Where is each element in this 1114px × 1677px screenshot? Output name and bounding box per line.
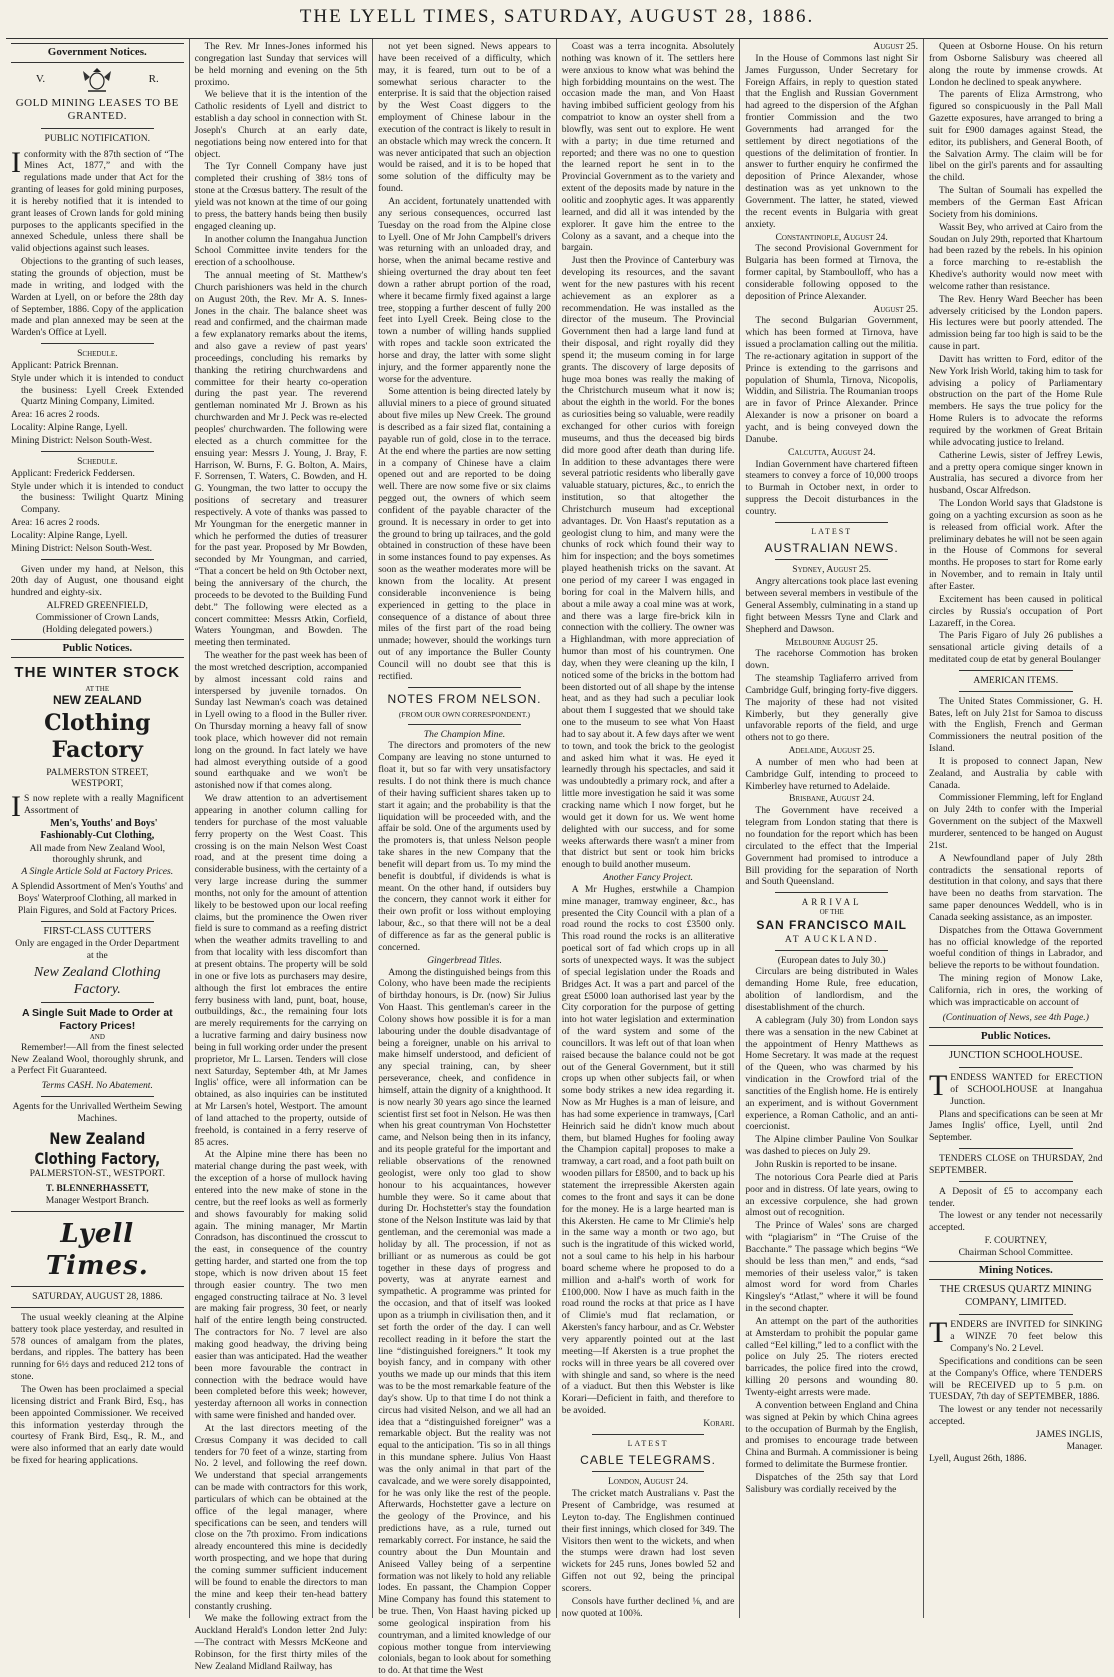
dateline: Melbourne August 25. (745, 637, 918, 649)
european-dates: (European dates to July 30.) (745, 955, 918, 967)
paragraph: We make the following extract from the Auckland Herald's London letter 2nd July:—The contract with Messrs McKeone and Robinson, for the first thirty miles of the New Zealand Midland Railway, has (195, 1613, 368, 1672)
paragraph: Dispatches of the 25th say that Lord Salisbury was cordially received by the (745, 1472, 918, 1496)
paragraph: The notorious Cora Pearle died at Paris poor and in distress. Of late years, owing to an excessive corpulence, she had grown almost out of recognition. (745, 1172, 918, 1219)
correspondent: (FROM OUR OWN CORRESPONDENT.) (378, 710, 551, 719)
schedule-title: Schedule. (11, 456, 184, 468)
latest-label: LATEST (562, 1439, 735, 1449)
paragraph: Wassit Bey, who arrived at Cairo from the Soudan on July 29th, reported that Khartoum had been razed by the rebels. In his opinion a force marching to re-establish the Khedive's authority would now meet with welcome rather than resistance. (929, 222, 1103, 293)
paragraph: At the Alpine mine there has been no material change during the past week, with the exception of a horse of mullock having entered into the new make of stone in the centre, but the reef looks as well as formerly and shows favourably for making solid again. The mining manager, Mr Martin Conradson, has discontinued the crosscut to the east, in consequence of the country getting harder, and started one from the top stope, which is now driven about 15 feet through easier country. The two men engaged constructing tailrace at No. 3 level are making fair progress, 30 feet, or nearly half of the entire length being constructed. The contractors for No. 7 level are also making good headway, the driving being easier than was anticipated. Had the weather been more favourable the contract in connection with the bedrace would have been completed before this week; however, yesterday afternoon all works in connection with same were finished and handed over. (195, 1149, 368, 1421)
of-the: OF THE (745, 908, 918, 917)
column-3 (373, 39, 557, 1618)
divider (775, 522, 888, 523)
paragraph: At the last directors meeting of the Crœsus Company it was decided to call tenders for 70 feet of a winze, starting from No. 2 level, and following the reef down. We understand that special arrangements can be made with contractors for this work, particulars of which can be obtained at the office of the legal manager, where specifications can be seen, and tenders will close on the 7th proximo. From indications already encountered this mine is decidedly worth prospecting, and we hope that during the coming summer sufficient inducement will be found to enable the directors to man the mine and keep their ten-head battery constantly crushing. (195, 1423, 368, 1613)
signer-title: Manager. (929, 1441, 1103, 1453)
divider (41, 343, 154, 344)
paragraph: The mining region of Monow Lake, California, rich in ores, the working of which was impracticable on account of (929, 973, 1103, 1009)
subheading: Another Fancy Project. (562, 872, 735, 884)
paragraph: The Sultan of Soumali has expelled the members of the German East African Society from his dominions. (929, 185, 1103, 221)
paragraph: The cricket match Australians v. Past the Present of Cambridge, was resumed at Leyton to-day. The Englishmen continued their first innings, which closed for 349. The Visitors then went to the wickets, and when the stumps were drawn had lost seven wickets for 245 runs, Jones bowled 52 and Giffen not out 92, being the principal scorers. (562, 1488, 735, 1595)
divider (41, 921, 154, 922)
column-4 (557, 39, 741, 1618)
and: AND (11, 1033, 184, 1042)
paragraph: The usual weekly cleaning at the Alpine battery took place yesterday, and resulted in 578 ounces of amalgam from the plates, berdans, and ripples. The battery has been running for 6½ days and reduced 212 tons of stone. (11, 1312, 184, 1383)
paragraph: Coast was a terra incognita. Absolutely nothing was known of it. The settlers here were anxious to know what was behind the high forbidding mountains on the west. The occasion made the man, and Von Haast having imbibed sufficient geology from his compatriot to know an oyster shell from a blowfly, was sent out to explore. He went with a party; in due time returned and reported; and there was no one to question the learned report he sent in to the Provincial Government as to the variety and extent of the deposits made by nature in the oolitic and zoophytic ages. It was apparently learned, and did all it was intended by the explorer. It gave him the entree to the Colony as a savant, and a cheque into the bargain. (562, 41, 735, 254)
section-mining-notices: Mining Notices. (929, 1261, 1103, 1281)
notice-subtitle: PUBLIC NOTIFICATION. (11, 133, 184, 145)
mens-clothing: Men's, Youths' and Boys' Fashionably-Cut Clothing, (11, 818, 184, 843)
dateline: Adelaide, August 25. (745, 745, 918, 757)
at-the: AT THE (11, 685, 184, 694)
paragraph: The weather for the past week has been of the most wretched description, accompanied by almost incessant cold rains and interspersed by juvenile tornados. On Sunday last Newman's coach was detained in Lyell owing to a flood in the Buller river. On Thursday morning a heavy fall of snow took place, which however did not remain long on the ground. In fact lately we have had almost everything outside of a good sound earthquake and we won't be astonished now if that comes along. (195, 650, 368, 792)
divider (11, 1211, 184, 1212)
dropcap-letter: I (11, 150, 21, 176)
new-zealand: NEW ZEALAND (11, 693, 184, 708)
paragraph: The Government have received a telegram from London stating that there is no foundation for the report which has been circulated to the effect that the Imperial Government had promised to introduce a Bill providing for the separation of North and South Queensland. (745, 805, 918, 888)
dateline: August 25. (745, 304, 918, 316)
dateline: Sydney, August 25. (745, 564, 918, 576)
signer-title: Commissioner of Crown Lands, (11, 612, 184, 624)
signer-date: Lyell, August 26th, 1886. (929, 1453, 1103, 1465)
divider (11, 1307, 184, 1308)
notice-body: conformity with the 87th section of “The Mines Act, 1877,” and with the regulations made under that Act for the granting of leases for gold mining purposes, it is hereby notified that it is intended to grant leases of Crown lands for gold mining purposes to the applicants specified in the annexed Schedule, unless there shall be valid objections against such leases. (11, 149, 184, 255)
paragraph: TENDERS CLOSE on THURSDAY, 2nd SEPTEMBER. (929, 1153, 1103, 1177)
schedule-title: Schedule. (11, 348, 184, 360)
divider (775, 950, 888, 951)
masthead: THE LYELL TIMES, SATURDAY, AUGUST 28, 1886. (0, 6, 1114, 28)
divider (775, 559, 888, 560)
paragraph: Catherine Lewis, sister of Jeffrey Lewis, and a pretty opera comique singer known in Australia, has secured a divorce from her husband, Oscar Alfredson. (929, 450, 1103, 497)
replete-text: S now replete with a really Magnificent Assortment of (24, 793, 184, 816)
subheading: Gingerbread Titles. (378, 955, 551, 967)
sink-text: ENDERS are INVITED for SINKING a WINZE 70 feet below this Company's No. 2 Level. (950, 1319, 1102, 1354)
paragraph: The Rev. Mr Innes-Jones informed his congregation last Sunday that services will be held morning and evening on the 5th proximo. (195, 41, 368, 88)
cutters-note: Only are engaged in the Order Department at the (11, 938, 184, 962)
crest-letter-v: V. (36, 73, 45, 87)
paragraph: Indian Government have chartered fifteen steamers to convey a force of 10,000 troops to Burmah in October next, in order to suppress the Decoit disturbances in the country. (745, 459, 918, 518)
dateline: Calcutta, August 24. (745, 447, 918, 459)
paragraph: Angry altercations took place last evening between several members in vestibule of the General Assembly, culminating in a stand up fight between Messrs Tyne and Clark and Shepherd and Dawson. (745, 576, 918, 635)
croesus-heading: THE CRŒSUS QUARTZ MINING COMPANY, LIMITED. (929, 1284, 1103, 1310)
cable-telegrams-heading: CABLE TELEGRAMS. (562, 1453, 735, 1468)
continuation-note: (Continuation of News, see 4th Page.) (929, 1012, 1103, 1024)
paragraph: The Rev. Henry Ward Beecher has been adversely criticised by the London papers. His lectures were but poorly attended. The admission being far too high is said to be the cause in part. (929, 294, 1103, 353)
paragraph: The United States Commissioner, G. H. Bates, left on July 21st for Samoa to discuss with the English, French and German Commissioners the neutral position of the Island. (929, 696, 1103, 755)
terms: Terms CASH. No Abatement. (11, 1080, 184, 1092)
junction-heading: JUNCTION SCHOOLHOUSE. (929, 1050, 1103, 1063)
paragraph: The Owen has been proclaimed a special licensing district and Frank Bird, Esq., has been appointed Commissioner. We received this information yesterday through the courtesy of Frank Bird, Esq., R. M., and were also informed that an early date would be fixed for hearing applications. (11, 1384, 184, 1467)
paragraph: The second Bulgarian Government, which has been formed at Tirnova, have issued a proclamation calling out the militia. The re-actionary agitation in support of the Prince is extending to the garrisons and population of Shumla, Tirnova, Nicopolis, Widdin, and Silistria. The Roumanian troops are in favor of Prince Alexander. Prince Alexander is now a prisoner on board a yacht, and is being conveyed down the Danube. (745, 315, 918, 445)
australian-news-heading: AUSTRALIAN NEWS. (745, 541, 918, 556)
paragraph: The Paris Figaro of July 26 publishes a sensational article giving details of a meditated coup de etat by general Boulanger (929, 630, 1103, 666)
paragraph: We believe that it is the intention of the Catholic residents of Lyell and district to establish a day school in connection with St. Joseph's Church at an early date, negotiations being now entered into for that object. (195, 89, 368, 160)
nzcf-italic: New Zealand Clothing Factory. (11, 964, 184, 999)
schedule-line: Mining District: Nelson South-West. (11, 543, 184, 555)
paragraph: The annual meeting of St. Matthew's Church parishioners was held in the church on August 20th, the Rev. Mr A. S. Innes-Jones in the chair. The balance sheet was read and confirmed, and the chairman made a few explanatory remarks about the items, and also gave a review of past years' proceedings, concluding his remarks by thanking the retiring churchwardens and committee for their hearty co-operation during the past year. The reverend gentleman nominated Mr J. Brown as his churchwarden and Mr J. Peck was re-elected peoples' churchwarden. The following were elected as a church committee for the ensuing year: Messrs J. Young, J. Bray, F. Harrison, W. Burns, F. G. Bolton, A. Mairs, F. Sorrensen, T. Waters, C. Bowden, and H. G. Youngman, the two latter to occupy the positions of secretary and treasurer respectively. A vote of thanks was passed to Mr Youngman for the energetic manner in which he performed the duties of treasurer for the past year. Proposed by Mr Bowden, seconded by Mr Youngman, and carried, “That a concert be held on 9th October next, being the anniversary of the church, the proceeds to be devoted to the Building Fund debt.” The following were elected as a concert committee: Messrs Atkin, Corfield, Waters Youngman, and Bowden. The meeting then terminated. (195, 270, 368, 649)
divider (959, 1148, 1073, 1149)
divider (959, 691, 1073, 692)
street: PALMERSTON STREET, (11, 767, 184, 779)
royal-crest-icon (78, 67, 116, 93)
paragraph: The second Provisional Government for Bulgaria has been formed at Tirnova, the former capital, by Stamboulloff, who has a considerable following opposed to the deposition of Prince Alexander. (745, 243, 918, 302)
divider (408, 724, 521, 725)
column-2 (190, 39, 374, 1618)
subheading: The Champion Mine. (378, 729, 551, 741)
schedule-line: Applicant: Patrick Brennan. (11, 360, 184, 372)
splendid-text: A Splendid Assortment of Men's Youths' and Boys' Waterproof Clothing, all marked in Plain Figures, and Sold at Factory Prices. (11, 881, 184, 917)
paragraph: The London World says that Gladstone is going on a yachting excursion as soon as he is released from official work. After the preliminary debates he will not be seen again in the House of Commons for several months. He proposes to start for Rome early in November, and to remain in Italy until after Easter. (929, 498, 1103, 593)
schedule-line: Applicant: Frederick Feddersen. (11, 468, 184, 480)
paragraph: The Alpine climber Pauline Von Soulkar was dashed to pieces on July 29. (745, 1134, 918, 1158)
section-government-notices: Government Notices. (11, 43, 184, 63)
paragraph: Commissioner Flemming, left for England on July 24th to confer with the Imperial Government on the subject of the Maxwell murderer, sentenced to be hanged on August 21st. (929, 792, 1103, 851)
single-article: A Single Article Sold at Factory Prices. (11, 866, 184, 878)
schedule-line: Style under which it is intended to conduct the business: Lyell Creek Extended Quartz Mining Company, Limited. (11, 373, 184, 409)
paragraph: In the House of Commons last night Sir James Furgusson, Under Secretary for Foreign Affairs, in reply to question stated that the English and Russian Government had agreed to the dispersion of the Afghan frontier Commission and the two Governments had arranged for the settlement by direct negotiations of the questions of the delimitation of frontier. In answer to further enquiry he confirmed the deposition of Prince Alexander, whose destination was as yet unknown to the Government. The latter, he stated, viewed the recent events in Bulgaria with great anxiety. (745, 53, 918, 231)
schedule-line: Locality: Alpine Range, Lyell. (11, 422, 184, 434)
signer-title: Chairman School Committee. (929, 1247, 1103, 1259)
paragraph: Dispatches from the Ottawa Government has no official knowledge of the reported woeful condition of things in Labrador, and believe the reports to be without foundation. (929, 925, 1103, 972)
schedule-line: Locality: Alpine Range, Lyell. (11, 530, 184, 542)
paragraph: It is proposed to connect Japan, New Zealand, and Australia by cable with Canada. (929, 756, 1103, 792)
single-suit: A Single Suit Made to Order at Factory Prices! (11, 1007, 184, 1033)
paragraph: Specifications and conditions can be seen at the Company's Office, where TENDERS will be RECEIVED up to 5 p.m. on TUESDAY, 7th day of SEPTEMBER, 1886. (929, 1356, 1103, 1403)
dateline: London, August 24. (562, 1476, 735, 1488)
paragraph: The directors and promoters of the new Company are leaving no stone unturned to float it, but so far with very unsatisfactory results. I do not think there is much chance of their having sufficient shares taken up to start it again; and the probability is that the liquidation will be proceeded with, and the affair be sold. One of the arguments used by the promoters is, that unless Nelson people take shares in the new Company that the benefit will depart from us. To my mind the benefit is doubtful, if dividends is what is meant. On the other hand, if outsiders buy the concern, they cannot work it either for their own profit or loss without employing labour, &c., so that there will not be a deal of difference as far as the general public is concerned. (378, 740, 551, 953)
schedule-line: Mining District: Nelson South-West. (11, 435, 184, 447)
given-line: Given under my hand, at Nelson, this 20th day of August, one thousand eight hundred and eighty-six. (11, 564, 184, 600)
paragraph: A number of men who had been at Cambridge Gulf, intending to proceed to Kimberley have returned to Adelaide. (745, 757, 918, 793)
dropcap-letter: T (929, 1073, 947, 1099)
at-auckland: AT AUCKLAND. (745, 934, 918, 946)
divider (592, 1434, 705, 1435)
divider (41, 128, 154, 129)
divider (959, 1181, 1073, 1182)
paragraph: The lowest or any tender not necessarily accepted. (929, 1210, 1103, 1234)
signoff: Korari. (562, 1418, 735, 1430)
sf-mail-heading: SAN FRANCISCO MAIL (745, 918, 918, 933)
divider (959, 1067, 1073, 1068)
paragraph: Just then the Province of Canterbury was developing its resources, and the savant went for the new pastures with his recent achievement as an explorer as a recommendation. He was installed as the director of the museum. The Provincial Government then had a large land fund at their disposal, and right royally did they spend it; the museum coming in for large grants. The discovery of large deposits of huge moa bones was really the making of the Christchurch museum what it now is; about the eighth in the world. For the bones as curiosities being so valuable, were readily exchanged for other curios with foreign museums, and thus the deceased big birds did more good after death than during life. In addition to these advantages there were several patriotic residents who liberally gave valuable statuary, pictures, &c., to enrich the institution, so that altogether the Christchurch museum had exceptional advantages. Dr. Von Haast's reputation as a geologist clung to him, and many were the chunks of rock which found their way to him for inspection; and the boys sometimes played heathenish tricks on the savant. At one period of my career I was engaged in boring for coal in the Malvern hills, and about a mile away a coal mine was at work, and there was a large fire-brick kiln in connection with the colliery. The owner was a Highlandman, with more appreciation of humor than most of his countrymen. One day, when they were cleaning up the kiln, I noticed some of the bricks in the bottom had been distorted out of all shape by the intense heat, and as they had such a peculiar look about them I suggested that we should take one to the museum to see what Von Haast had to say about it. A few days after we went to town, and took the brick to the geologist and asked him what it was. He eyed it learnedly through his spectacles, and said it was undoubtedly a primary rock, and after a little more investigation he said it was some cracking name which I now forget, but he would get it down for us. We went home delighted with our success, and for some weeks afterwards there wasn't a miner from that district but sent or took him bricks enough to build another museum. (562, 255, 735, 871)
paragraph: A Newfoundland paper of July 28th contradicts the sensational reports of destitution in that colony, and says that there have been no deaths from starvation. The same paper denounces Weddell, who is in Canada seeking assistance, as an imposter. (929, 853, 1103, 924)
divider (775, 892, 888, 893)
paragraph: A cablegram (July 30) from London says there was a sensation in the new Cabinet at the appointment of Henry Matthews as Home Secretary. It was made at the request of the Queen, who was charmed by his vindication in the Crowford trial of the sanctities of the English home. He is entirely an experiment, and is without Government experience, a Roman Catholic, and an anti-coercionist. (745, 1015, 918, 1133)
paragraph: The parents of Eliza Armstrong, who figured so conspicuously in the Pall Mall Gazette exposures, have arranged to bring a suit for £900 damages against Stead, the editor, its publishers, and General Booth, of the Salvation Army. The claim will be for libel on the girl's parents and for assaulting the child. (929, 89, 1103, 184)
divider (41, 1002, 154, 1003)
lyell-times-logo: Lyell Times. (11, 1218, 184, 1282)
column-1 (6, 39, 190, 1618)
agents: Agents for the Unrivalled Wertheim Sewing Machines. (11, 1101, 184, 1125)
paragraph: An accident, fortunately unattended with any serious consequences, occurred last Tuesday on the road from the Alpine close to Lyell. One of Mr John Campbell's drivers was returning with an unloaded dray, and horse, when the animal became restive and shieing overturned the dray about ten feet down a rather abrupt portion of the road, where it became firmly fixed against a large tree, stopping a further descent of fully 200 feet into Lyell Creek. Being close to the town a number of willing hands supplied with ropes and tackle soon extricated the horse and dray, the latter with some slight injury, and the former apparently none the worse for the adventure. (378, 196, 551, 386)
dateline: Brisbane, August 24. (745, 793, 918, 805)
winter-stock-heading: THE WINTER STOCK (11, 664, 184, 683)
tenders-text: ENDESS WANTED for ERECTION of SCHOOLHOUSE at Inangahua Junction. (950, 1072, 1102, 1107)
street2: PALMERSTON-ST., WESTPORT. (11, 1168, 184, 1180)
arrival-label: ARRIVAL (745, 897, 918, 908)
manager-title: Manager Westport Branch. (11, 1195, 184, 1207)
paragraph: The racehorse Commotion has broken down. (745, 648, 918, 672)
divider (959, 670, 1073, 671)
cutters: FIRST-CLASS CUTTERS (11, 926, 184, 938)
paragraph: Plans and specifications can be seen at Mr James Inglis' office, Lyell, until 2nd September. (929, 1109, 1103, 1145)
notice-objections: Objections to the granting of such leases, stating the grounds of objection, must be made in writing, and lodged with the Warden at Lyell, on or before the 28th day of September, 1886. Copy of the application made and plan annexed may be seen at the Warden's Office at Lyell. (11, 256, 184, 339)
paragraph: Some attention is being directed lately by alluvial miners to a piece of ground situated about five miles up New Creek. The ground is described as a fair sized flat, containing a payable run of gold, close in to the terrace. At the end where the parties are now setting in a company of Chinese have a claim opened out and are reported to be doing well. There are now some five or six claims pegged out, the owners of which seem confident of the payable character of the ground. It is necessary in order to get into the ground to bring up tailraces, and the gold obtained in construction of these have been in some instances found to pay expenses. As soon as the weather moderates more will be known from the locality. At present considerable inconvenience is being experienced in getting to the place in consequence of a distance of about three miles of the first part of the road being unmade; however, should the workings turn out of any importance the Buller County Council will no doubt see that this is rectified. (378, 386, 551, 682)
paragraph: Queen at Osborne House. On his return from Osborne Salisbury was cheered all along the route by immense crowds. At London he declined to speak anywhere. (929, 41, 1103, 88)
divider (41, 1096, 154, 1097)
column-6 (924, 39, 1108, 1618)
town: WESTPORT, (11, 778, 184, 790)
manager-name: T. BLENNERHASSETT, (11, 1183, 184, 1195)
signer-name: ALFRED GREENFIELD, (11, 600, 184, 612)
paragraph: The Prince of Wales' sons are charged with “plagiarism” in “The Cruise of the Bacchante.” The passage which begins “We should be less than men,” and ends, “sad memories of their useless valor,” is taken almost word for word from Charles Kingsley's “Atlast,” where it will be found in the second chapter. (745, 1220, 918, 1315)
section-public-notices: Public Notices. (11, 639, 184, 659)
dateline: August 25. (745, 41, 918, 53)
nzcf-bold: New Zealand Clothing Factory, (18, 1129, 176, 1169)
paragraph: A Deposit of £5 to accompany each tender. (929, 1186, 1103, 1210)
paragraph: The lowest or any tender not necessarily accepted. (929, 1404, 1103, 1428)
remember-text: Remember!—All from the finest selected New Zealand Wool, thoroughly shrunk, and a Perfect Fit Guaranteed. (11, 1042, 184, 1078)
divider (959, 1314, 1073, 1315)
paragraph: The steamship Tagliaferro arrived from Cambridge Gulf, bringing forty-five diggers. The majority of these had not visited Kimberly, but they generally give unfavorable reports of the field, and urge others not to go there. (745, 673, 918, 744)
latest-label: LATEST (745, 527, 918, 537)
section-public-notices: Public Notices. (929, 1027, 1103, 1047)
divider (592, 1471, 705, 1472)
paragraph: Consols have further declined ⅛, and are now quoted at 100⅜. (562, 1596, 735, 1620)
signer-name: JAMES INGLIS, (929, 1429, 1103, 1441)
made-from: All made from New Zealand Wool, thoroughly shrunk, and (11, 843, 184, 867)
notes-from-nelson-heading: NOTES FROM NELSON. (378, 692, 551, 707)
paragraph: A convention between England and China was signed at Pekin by which China agrees to the occupation of Burmah by the English, and promises to encourage trade between China and Burmah. A commissioner is being formed to delimitate the Burmese frontier. (745, 1400, 918, 1471)
divider (41, 559, 154, 560)
american-items-heading: AMERICAN ITEMS. (929, 675, 1103, 687)
schedule-line: Area: 16 acres 2 roods. (11, 409, 184, 421)
column-5 (740, 39, 924, 1618)
paragraph: not yet been signed. News appears to have been received of a difficulty, which may, it is feared, turn out to be of a somewhat serious character to the enterprise. It is said that the objection raised by the West Coast diggers to the employment of Chinese labour in the execution of the contract is likely to result in an obstacle which may wreck the concern. It was never anticipated that such an objection would be raised, and it is to be hoped that some solution of the difficulty may be found. (378, 41, 551, 195)
issue-dateline: SATURDAY, AUGUST 28, 1886. (11, 1291, 184, 1303)
schedule-line: Style under which it is intended to conduct the business: Twilight Quartz Mining Company. (11, 481, 184, 517)
dateline: Constantinople, August 24. (745, 232, 918, 244)
paragraph: John Ruskin is reported to be insane. (745, 1159, 918, 1171)
crest-letter-r: R. (149, 73, 159, 87)
paragraph: Among the distinguished beings from this Colony, who have been made the recipients of birthday honours, is Dr. (now) Sir Julius Von Haast. This gentleman's career in the Colony shows how possible it is for a man labouring under the double disadvantage of being a foreigner, unable on his arrival to make himself understood, and deficient of any special training, can, by sheer perseverance, cheek, and confidence in himself, attain the dignity of a knighthood. It is now nearly 30 years ago since the learned scientist first set foot in Nelson. He was then when his great countryman Von Hochstetter came, and Nelson being then in its infancy, and its people grateful for the important and reliable observations of the renowned geologist, were only too glad to show honour to his acquaintances, however humble they were. So it came about that during Dr. Hochstetter's stay the foundation stone of the Nelson Institute was laid by that gentleman, and the ceremonial was made a holiday by all. The procession, if not as brilliant or as numerous as could be got together in these days of progress and poverty, was at anyrate earnest and sympathetic. A programme was printed for the occasion, and that of itself was looked upon as a triumph in civilisation then, and it set forth the order of the day. I can well recollect reading in it before the start the line “distinguished foreigners.” It took my boyish fancy, and in company with other youths we made up our minds that this item was to be the most remarkable feature of the day's show. Up to that time I do not think a circus had visited Nelson, and we all had an idea that a “distinguished foreigner” was a remarkable object. But the reality was not equal to the anticipation. 'Tis so in all things in this mundane sphere. Julius Von Haast was the only animal in that part of the cavalcade, and we were sorely disappointed, for he was only like the rest of the people. Afterwards, Hochstetter gave a lecture on the geology of the Province, and his predictions have, as a rule, turned out remarkably correct. For instance, he said the country about the Dun Mountain and Aniseed Valley being of a serpentine formation was not likely to hold any reliable lodes. En passant, the Champion Copper Mine Company has found this statement to be true. Then, Von Haast having picked up some geological inspiration from his countryman, and a limited knowledge of our copious mother tongue from interviewing colonials, began to look about for something to do. At that time the West (378, 967, 551, 1677)
divider (11, 1286, 184, 1287)
signer-name: F. COURTNEY, (929, 1235, 1103, 1247)
signer-note: (Holding delegated powers.) (11, 624, 184, 636)
paragraph: Circulars are being distributed in Wales demanding Home Rule, free education, abolition of landlordism, and the disestablishment of the church. (745, 966, 918, 1013)
schedule-line: Area: 16 acres 2 roods. (11, 517, 184, 529)
paragraph: We draw attention to an advertisement appearing in another column calling for tenders for purchase of the most valuable ferry property on the West Coast. This crossing is on the main Nelson West Coast road, and at the present time doing a considerable business, with the certainty of a very large increase during the summer months, not only for the amount of attention likely to be bestowed upon our local reefing claims, but the prominence the Owen river field is sure to command as a reefing district when the weather admits travelling to and from that locality with less discomfort than at present obtains. The property will be sold in one or five lots as purchasers may desire, although the first lot embraces the entire ferry business with land, punt, boat, house, outbuildings, &c., the remaining four lots are merely requirements for the carrying on a lucrative farming and dairy business now being in full working order under the present proprietor, Mr L. Larsen. Tenders will close next Saturday, September 4th, at Mr James Inglis' office, were all information can be obtained, as also inquiries can be instituted at Mr Larsen's hotel, Westport. The amount of land attached to the property, outside of freehold, is contained in a ferry reserve of 85 acres. (195, 793, 368, 1148)
paragraph: An attempt on the part of the authorities at Amsterdam to prohibit the popular game called “Eel killing,” led to a conflict with the police on July 25. The rioters erected barricades, the police fired into the crowd, killing 20 persons and wounding 80. Twenty-eight arrests were made. (745, 1316, 918, 1399)
royal-crest-row (11, 67, 184, 93)
paragraph: A Mr Hughes, erstwhile a Champion mine manager, tramway engineer, &c., has presented the City Council with a plan of a road round the rocks to cost £3500 only. This road round the rocks is an alliterative poetical sort of fad which crops up in all sorts of unexpected ways. It was the subject of special legislation under the Roads and Bridges Act. It was a part and parcel of the great £5000 loan authorised last year by the City corporation for the purpose of getting into hot water legislation and extermination of the ward system and some of the councillors. It was left out of that loan when raised because the balance could not be got out of the General Government, but it still crops up when other subjects fail, or when some body strikes a new idea regarding it. Now as Mr Hughes is a man of leisure, and has had some experience in tramways, [Carl Heinrich said he didn't know much about them, but blamed Hughes for fooling away the Champion capital] proposes to make a tramway, a cart road, and a foot path built on wooden pillars for £8500, and to back up his statement the irrepressible Akersten again comes to the front and says it can be done for the money. He is a large hearted man is this Akersten. He came to Mr Climie's help in the same way a month or two ago, but such is the ingratitude of this wicked world, not a soul came to his help in his harbour board scheme where he proposed to do a million and a-half's worth of work for £100,000. Now I have as much faith in the road round the rocks at that price as I have of Climie's mud flat reclamation, or Akersten's fancy harbour, and as Cr. Webster very apparently pointed out at the last meeting—If Akersten is a true prophet the rocks will in three years be all covered over with shingle and sand, so where is the need of a viaduct. But then this Webster is like Korari—Deficient in faith, and therefore to be avoided. (562, 884, 735, 1417)
divider (41, 451, 154, 452)
paragraph: In another column the Inangahua Junction School Committee invite tenders for the erection of a schoolhouse. (195, 234, 368, 270)
dropcap-letter: I (11, 794, 21, 820)
notice-title: GOLD MINING LEASES TO BE GRANTED. (11, 97, 184, 124)
divider (408, 687, 521, 688)
paragraph: Excitement has been caused in political circles by Russia's occupation of Port Lazareff, in the Corea. (929, 594, 1103, 630)
clothing-factory: Clothing Factory (11, 710, 184, 764)
paragraph: Davitt has written to Ford, editor of the New York Irish World, taking him to task for advising a policy of Parliamentary obstruction on the part of the Home Rule members. He says the true policy for the Home Rulers is to advocate the reforms required by the workmen of Great Britain while advocating justice to Ireland. (929, 354, 1103, 449)
dropcap-letter: T (929, 1320, 947, 1346)
newspaper-page (6, 38, 1108, 1618)
paragraph: The Tyr Connell Company have just completed their crushing of 38½ tons of stone at the Crœsus battery. The result of the yield was not known at the time of our going to press, the battery hands being then busily engaged cleaning up. (195, 161, 368, 232)
